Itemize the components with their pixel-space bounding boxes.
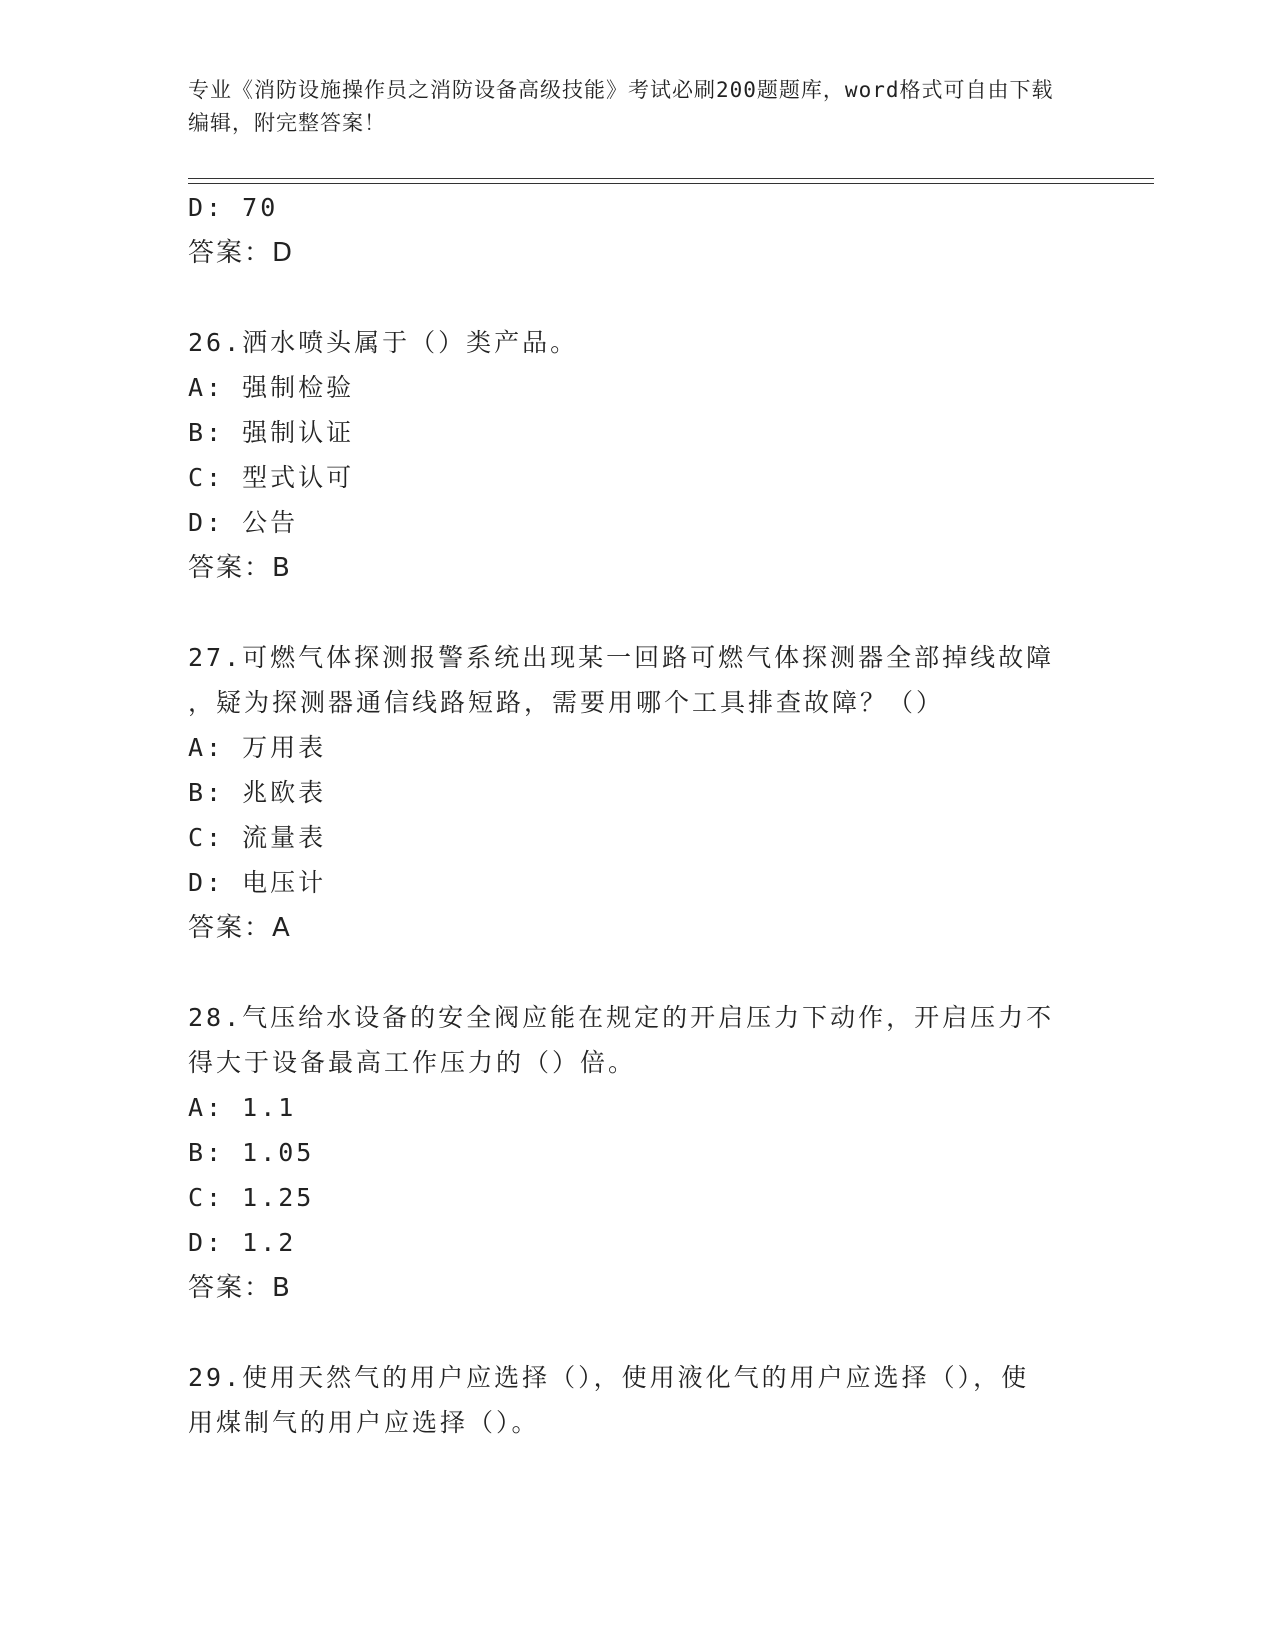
- question-28-option-d: D: 1.2: [188, 1228, 297, 1257]
- prev-question-answer: 答案：D: [188, 238, 295, 268]
- question-28-stem-line1: 28.气压给水设备的安全阀应能在规定的开启压力下动作，开启压力不: [188, 1003, 1055, 1032]
- question-28-stem-line2: 得大于设备最高工作压力的（）倍。: [188, 1048, 637, 1077]
- question-26-stem: 26.洒水喷头属于（）类产品。: [188, 328, 579, 357]
- document-header: 专业《消防设施操作员之消防设备高级技能》考试必刷200题题库，word格式可自由下载编辑，附完整答案！: [188, 78, 1054, 135]
- question-28-option-b: B: 1.05: [188, 1138, 315, 1167]
- question-26-option-c: C: 型式认可: [188, 463, 355, 492]
- question-26-option-b: B: 强制认证: [188, 418, 355, 447]
- question-29-stem-line2: 用煤制气的用户应选择（）。: [188, 1408, 540, 1437]
- question-28-option-a: A: 1.1: [188, 1093, 297, 1122]
- question-27-option-c: C: 流量表: [188, 823, 327, 852]
- header-divider-bottom: [188, 183, 1154, 184]
- question-27-answer: 答案：A: [188, 913, 292, 943]
- question-26-answer: 答案：B: [188, 553, 292, 583]
- question-26-option-a: A: 强制检验: [188, 373, 355, 402]
- question-26-option-d: D: 公告: [188, 508, 299, 537]
- question-28-answer: 答案：B: [188, 1273, 292, 1303]
- question-28-option-c: C: 1.25: [188, 1183, 315, 1212]
- question-29-stem-line1: 29.使用天然气的用户应选择（），使用液化气的用户应选择（），使: [188, 1363, 1030, 1392]
- question-27-option-d: D: 电压计: [188, 868, 327, 897]
- header-divider-top: [188, 178, 1154, 179]
- question-27-stem-line1: 27.可燃气体探测报警系统出现某一回路可燃气体探测器全部掉线故障: [188, 643, 1055, 672]
- question-27-stem-line2: ，疑为探测器通信线路短路，需要用哪个工具排查故障？（）: [188, 688, 945, 717]
- question-27-option-a: A: 万用表: [188, 733, 327, 762]
- question-27-option-b: B: 兆欧表: [188, 778, 327, 807]
- prev-question-option-d: D: 70: [188, 193, 279, 222]
